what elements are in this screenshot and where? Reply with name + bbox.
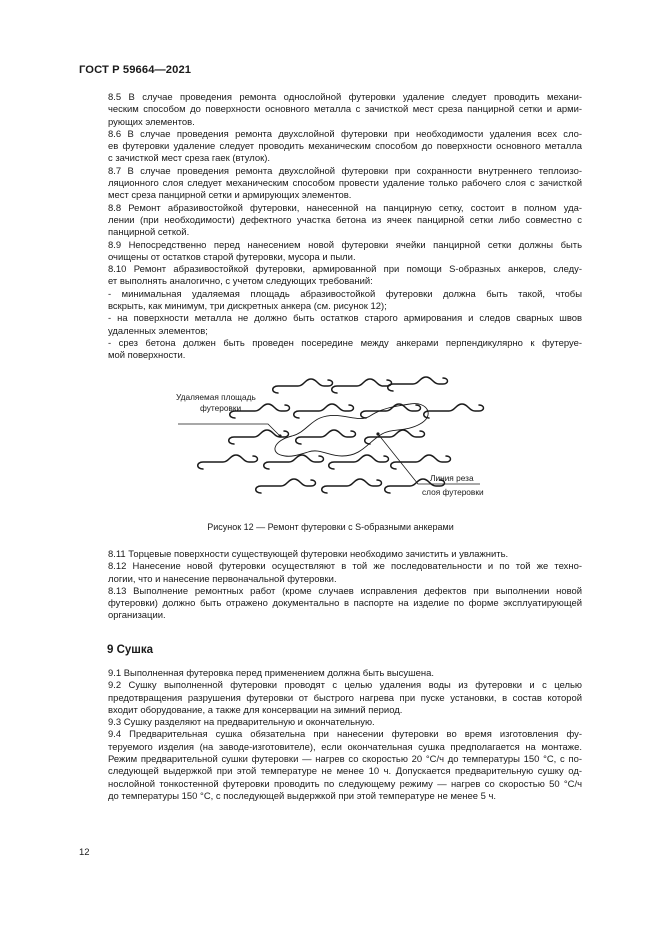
label-removed-area-line1: Удаляемая площадь (176, 392, 256, 402)
section-9-heading: 9 Сушка (107, 644, 154, 656)
page-number: 12 (79, 847, 90, 858)
section-8-text-top (79, 92, 582, 363)
label-removed-area-line2: футеровки (200, 403, 242, 413)
section-9-text (79, 668, 582, 803)
paragraph-8-9: 8.9 Непосредственно перед нанесением новой футеровки ячейки панцирной сетки должны быть очищены от остатков старой футеровки, мусора и пыли. (108, 239, 582, 263)
paragraph-9-2: 9.2 Сушку выполненной футеровки проводят с целью удаления воды из футеровки и с целью предотвращения разрушения футеровки от быстрого нагрева при пуске установки, в состав которой входит оборудование, а также для консервации на зимний период. (108, 680, 582, 716)
s-anchor-diagram (170, 364, 500, 514)
paragraph-8-7: 8.7 В случае проведения ремонта двухслойной футеровки при сохранности внутреннего теплоизо- ляционного слоя следует механическим способом провести удаление только рабочего слоя с зачисткой мест среза панцирной сетки и армирующих элементов. (108, 165, 582, 202)
label-cut-line-line1: Линия реза (430, 473, 474, 483)
list-item-metal-surface: - на поверхности металла не должно быть остатков старого армирования и следов сварных швов удаленных элементов; (108, 313, 582, 337)
label-cut-line-line2: слоя футеровки (422, 487, 484, 497)
paragraph-8-12: 8.12 Нанесение новой футеровки осуществляют в той же последовательности и по той же техно- логии, что и нанесение первоначальной футеровки. (108, 561, 582, 585)
paragraph-8-11: 8.11 Торцевые поверхности существующей футеровки необходимо зачистить и увлажнить. (108, 549, 509, 560)
figure-caption: Рисунок 12 — Ремонт футеровки с S-образными анкерами (207, 522, 454, 532)
paragraph-9-3: 9.3 Сушку разделяют на предварительную и окончательную. (108, 717, 375, 729)
document-header: ГОСТ Р 59664—2021 (79, 64, 192, 76)
paragraph-8-10: 8.10 Ремонт абразивостойкой футеровки, армированной при помощи S-образных анкеров, следу- ет выполнять аналогично, с учетом следующих требований: (108, 264, 582, 288)
section-8-text-bottom (79, 549, 582, 623)
paragraph-8-8: 8.8 Ремонт абразивостойкой футеровки, нанесенной на панцирную сетку, состоит в полном уда- лении (при необходимости) дефектного участка бетона из ячеек панцирной сетки либо совместно с панцирной сеткой. (108, 202, 582, 239)
paragraph-9-1: 9.1 Выполненная футеровка перед применением должна быть высушена. (108, 668, 434, 679)
list-item-concrete-cut: - срез бетона должен быть проведен посередине между анкерами перпендикулярно к футеруе- мой поверхности. (108, 337, 582, 362)
paragraph-8-6: 8.6 В случае проведения ремонта двухслойной футеровки при необходимости удаления всех сло- ев футеровки удаление следует проводить механическим способом до поверхности основного металла с зачисткой мест среза гаек (втулок). (108, 128, 582, 165)
figure-12-s-anchors (170, 364, 500, 514)
paragraph-9-4: 9.4 Предварительная сушка обязательна при нанесении футеровки во время изготовления фу- теруемого изделия (на заводе-изготовителе), если окончательная сушка предполагается на монтаже. Режим предварительной сушки футеровки — нагрев со скоростью 20 °С/ч до температуры 150 °С, с по- следующей выдержкой при этой температуре не менее 10 ч. Допускается предварительную сушку од- нослойной тонкостенной футеровки проводить по следующему режиму — нагрев со скоростью 50 °С/ч до температуры 150 °С, с последующей выдержкой при этой температуре не менее 5 ч. (108, 729, 582, 802)
paragraph-8-13: 8.13 Выполнение ремонтных работ (кроме случаев исправления дефектов при выполнении новой футеровки) должно быть отражено документально в паспорте на изделие по форме эксплуатирующей организации. (108, 585, 582, 622)
list-item-min-area: - минимальная удаляемая площадь абразивостойкой футеровки должна быть такой, чтобы вскрыть, как минимум, три дискретных анкера (см. рисунок 12); (108, 288, 582, 313)
paragraph-8-5: 8.5 В случае проведения ремонта однослойной футеровки удаление следует проводить механи- ческим способом до поверхности основного металла с зачисткой мест среза панцирной сетки и арми- рующих элементов. (108, 92, 582, 128)
